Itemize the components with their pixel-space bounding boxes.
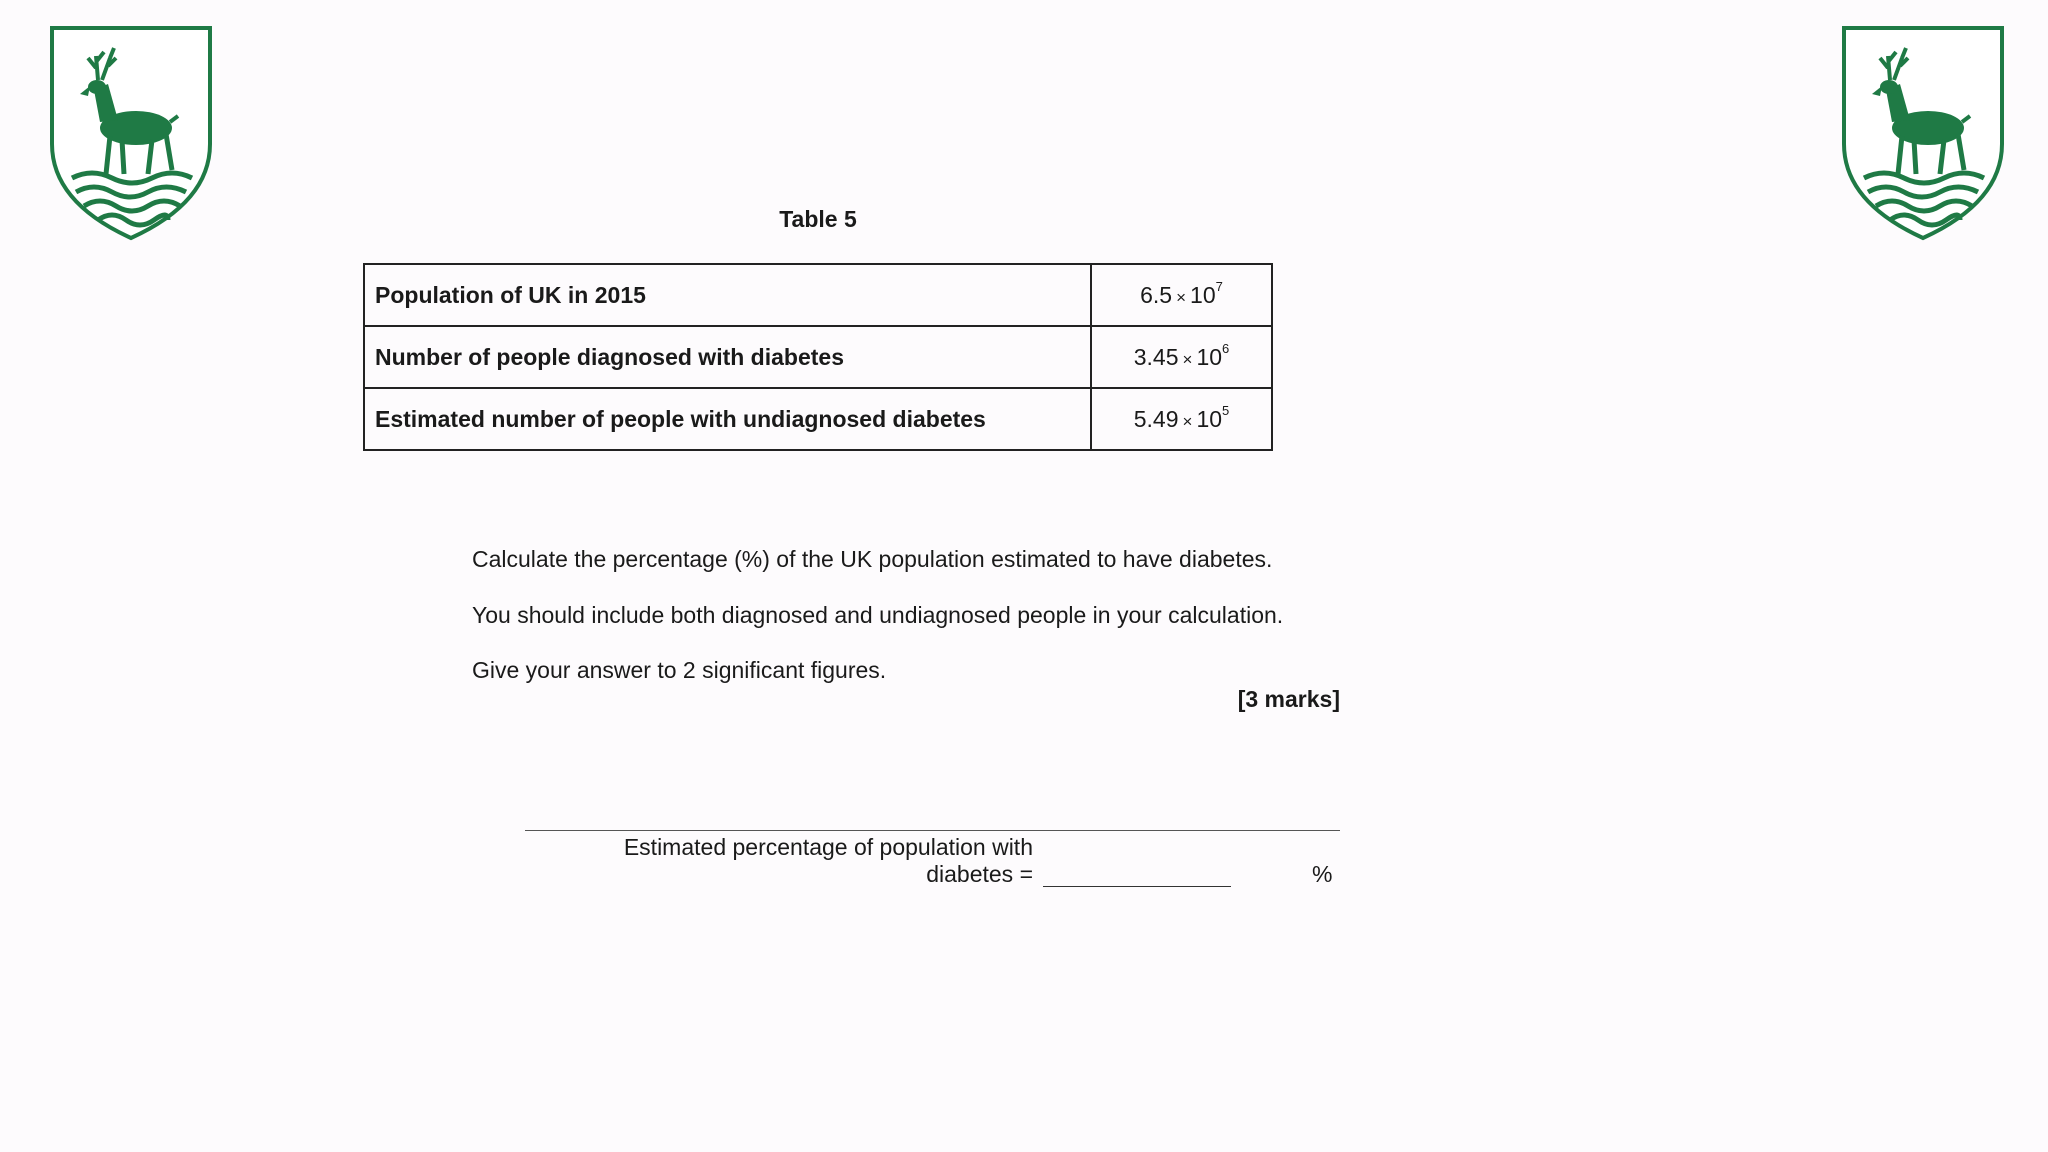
answer-unit: % — [1312, 861, 1333, 887]
value-base: 10 — [1190, 281, 1216, 308]
question-line-2: You should include both diagnosed and undiagnosed people in your calculation. — [472, 602, 1284, 628]
stag-shield-icon — [48, 24, 214, 242]
row-value — [1091, 264, 1272, 326]
row-label: Number of people diagnosed with diabetes — [364, 326, 1091, 388]
row-value — [1091, 326, 1272, 388]
data-table — [363, 263, 1273, 451]
value-exponent: 5 — [1222, 402, 1230, 418]
times-sign: × — [1182, 349, 1193, 369]
value-exponent: 6 — [1222, 340, 1230, 356]
answer-label — [560, 834, 1033, 888]
marks-label: [3 marks] — [1237, 686, 1340, 712]
row-value — [1091, 388, 1272, 450]
table-row — [364, 264, 1272, 326]
answer-divider — [525, 830, 1340, 831]
answer-label-line-1: Estimated percentage of population with — [623, 834, 1033, 860]
value-exponent: 7 — [1215, 278, 1223, 294]
times-sign: × — [1176, 287, 1187, 307]
table-row — [364, 326, 1272, 388]
value-mantissa: 3.45 — [1133, 343, 1179, 370]
value-mantissa: 6.5 — [1140, 281, 1173, 308]
times-sign: × — [1182, 411, 1193, 431]
question-line-1: Calculate the percentage (%) of the UK population estimated to have diabetes. — [472, 546, 1273, 572]
row-label: Population of UK in 2015 — [364, 264, 1091, 326]
stag-shield-icon — [1840, 24, 2006, 242]
answer-input[interactable] — [1043, 858, 1231, 887]
question-line-3: Give your answer to 2 significant figures. — [472, 657, 887, 683]
school-crest-right-icon — [1840, 24, 2006, 242]
value-mantissa: 5.49 — [1133, 405, 1179, 432]
answer-label-line-2: diabetes = — [926, 861, 1033, 887]
value-base: 10 — [1196, 405, 1223, 432]
value-base: 10 — [1196, 343, 1223, 370]
table-row — [364, 388, 1272, 450]
school-crest-left-icon — [48, 24, 214, 242]
row-label: Estimated number of people with undiagnosed diabetes — [364, 388, 1091, 450]
table-title: Table 5 — [779, 206, 857, 232]
